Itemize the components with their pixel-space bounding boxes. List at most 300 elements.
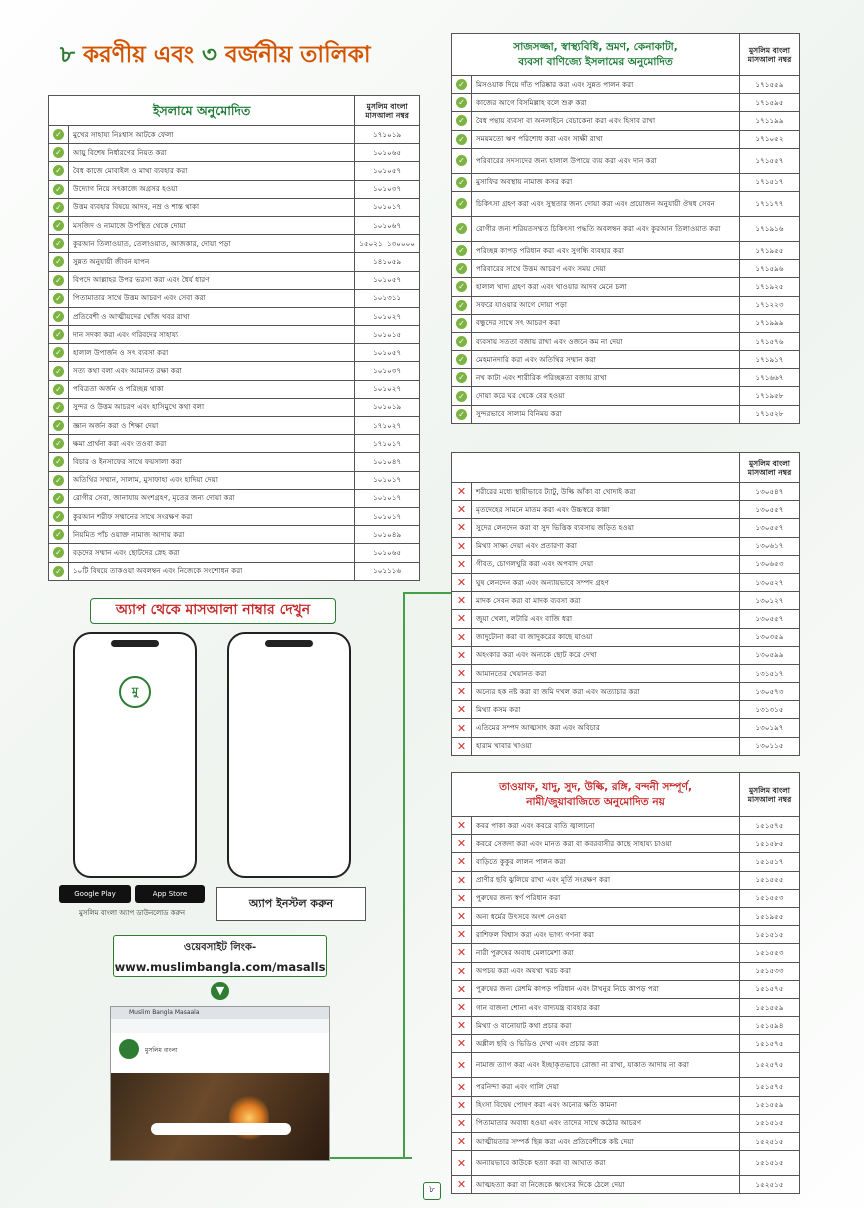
row-masala-number: ১৭১৯৫৮ bbox=[740, 387, 800, 405]
table-row bbox=[452, 871, 800, 889]
table-row bbox=[452, 683, 800, 701]
row-text: বন্ধুদের সাথে সৎ আচরণ করা bbox=[472, 314, 740, 332]
row-masala-number: ১০১০৬৫ bbox=[355, 144, 420, 162]
row-masala-number: ১০১০১৭ bbox=[355, 507, 420, 525]
table-row bbox=[452, 664, 800, 682]
cross-icon: ✕ bbox=[456, 910, 467, 924]
connector-line bbox=[403, 592, 451, 594]
row-text: নিয়মিত পাঁচ ওয়াক্ত নামাজ আদায় করা bbox=[69, 526, 355, 544]
row-masala-number: ১৫১৫৭৫ bbox=[740, 817, 800, 835]
row-masala-number: ১০১০২৭ bbox=[355, 380, 420, 398]
row-text: আমানতের খেয়ানত করা bbox=[472, 664, 740, 682]
browser-screenshot bbox=[110, 1006, 330, 1161]
row-text: সুন্নত অনুযায়ী জীবন যাপন bbox=[69, 253, 355, 271]
check-icon: ✓ bbox=[53, 238, 64, 249]
row-text: ১০টি বিষয়ে তাকওয়া অবলম্বন এবং নিজেকে সংশোধন করা bbox=[69, 562, 355, 580]
row-text: সুদের লেনদেন করা বা সুদ ভিত্তিক ব্যবসায় জড়িত হওয়া bbox=[472, 519, 740, 537]
row-masala-number: ১৭১০৫২ bbox=[740, 130, 800, 148]
check-icon: ✓ bbox=[456, 245, 467, 256]
row-masala-number: ১০১০২৭ bbox=[355, 307, 420, 325]
row-masala-number: ১৩০৫৫৭ bbox=[740, 519, 800, 537]
row-masala-number: ১৫১৫১৭ bbox=[740, 853, 800, 871]
row-text: অতিথির সম্মান, সালাম, মুসাফাহা এবং হাদিয়া দেয়া bbox=[69, 471, 355, 489]
cross-icon: ✕ bbox=[456, 666, 467, 680]
row-text: সুন্দরভাবে সালাম বিনিময় করা bbox=[472, 405, 740, 423]
row-text: মুখের সাহায্য নিঃশ্বাস আটকে ফেলা bbox=[69, 126, 355, 144]
row-text: মসজিদ ও নামাজে উপস্থিত থেকে দোয়া bbox=[69, 216, 355, 234]
row-text: মিথ্যা ও বানোয়াট কথা প্রচার করা bbox=[472, 1017, 740, 1035]
table-row bbox=[452, 980, 800, 998]
row-masala-number: ১৩০৫৫৭ bbox=[740, 501, 800, 519]
cross-icon: ✕ bbox=[456, 521, 467, 535]
table-row bbox=[452, 483, 800, 501]
arrow-down-icon: ▼ bbox=[211, 982, 229, 1000]
table-row bbox=[49, 289, 420, 307]
row-masala-number: ১৫১৫৭৫ bbox=[740, 1035, 800, 1053]
check-icon: ✓ bbox=[456, 134, 467, 145]
cross-icon: ✕ bbox=[456, 594, 467, 608]
row-text: জাদুটোনা করা বা জাদুকরের কাছে যাওয়া bbox=[472, 628, 740, 646]
row-masala-number: ১৫১৫৭৫ bbox=[740, 980, 800, 998]
table-row bbox=[49, 526, 420, 544]
check-icon: ✓ bbox=[53, 529, 64, 540]
table-row bbox=[452, 94, 800, 112]
row-masala-number: ১০১০১৭ bbox=[355, 471, 420, 489]
table-row bbox=[49, 326, 420, 344]
check-icon: ✓ bbox=[53, 384, 64, 395]
website-label: ওয়েবসাইট লিংক- bbox=[183, 942, 257, 953]
row-text: এতিমের সম্পদ আত্মসাৎ করা এবং অবিচার bbox=[472, 719, 740, 737]
cross-icon: ✕ bbox=[456, 891, 467, 905]
table-row bbox=[452, 628, 800, 646]
cross-icon: ✕ bbox=[456, 964, 467, 978]
check-icon: ✓ bbox=[53, 547, 64, 558]
table-row bbox=[452, 112, 800, 130]
table-row bbox=[452, 944, 800, 962]
cross-icon: ✕ bbox=[456, 576, 467, 590]
row-masala-number: ১০১০১৭ bbox=[355, 489, 420, 507]
cross-icon: ✕ bbox=[456, 1156, 467, 1170]
cross-icon: ✕ bbox=[456, 837, 467, 851]
table-row bbox=[452, 1133, 800, 1151]
check-icon: ✓ bbox=[53, 366, 64, 377]
table-row bbox=[49, 362, 420, 380]
google-play-button[interactable]: Google Play bbox=[59, 885, 131, 903]
table-row bbox=[49, 307, 420, 325]
row-text: রোগীর জন্য শরিয়তসম্মত চিকিৎসা পদ্ধতি অবলম্বন করা এবং কুরআন তিলাওয়াত করা bbox=[472, 216, 740, 241]
row-text: হিংসা বিদ্বেষ পোষণ করা এবং অন্যের ক্ষতি কামনা bbox=[472, 1096, 740, 1114]
check-icon: ✓ bbox=[53, 420, 64, 431]
check-icon: ✓ bbox=[53, 293, 64, 304]
cross-icon: ✕ bbox=[456, 928, 467, 942]
check-icon: ✓ bbox=[53, 129, 64, 140]
table-row bbox=[49, 180, 420, 198]
row-masala-number: ১৭১৯১৬ bbox=[740, 216, 800, 241]
table-row bbox=[452, 853, 800, 871]
row-text: মেহমানদারি করা এবং অতিথির সম্মান করা bbox=[472, 351, 740, 369]
table-row bbox=[49, 562, 420, 580]
site-logo-icon bbox=[119, 1039, 139, 1059]
row-masala-number: ১৭১০১৯ bbox=[355, 126, 420, 144]
row-masala-number: ১৩০১২৭ bbox=[740, 592, 800, 610]
table-row bbox=[49, 144, 420, 162]
connector-line bbox=[330, 1157, 412, 1159]
table-row bbox=[452, 369, 800, 387]
allowed-table-header: ইসলামে অনুমোদিত bbox=[49, 96, 355, 126]
row-masala-number: ১৪১০৫৯ bbox=[355, 253, 420, 271]
row-masala-number: ১৫১৫১৫ bbox=[740, 1114, 800, 1132]
row-masala-number: ১৫১৫১৫ bbox=[740, 1151, 800, 1176]
cross-icon: ✕ bbox=[456, 503, 467, 517]
row-text: পুরুষের জন্য স্বর্ণ পরিধান করা bbox=[472, 889, 740, 907]
table-row bbox=[452, 1017, 800, 1035]
table-row bbox=[452, 926, 800, 944]
check-icon: ✓ bbox=[53, 475, 64, 486]
table-row bbox=[452, 835, 800, 853]
table-row bbox=[49, 507, 420, 525]
row-text: অপচয় করা এবং অযথা খরচ করা bbox=[472, 962, 740, 980]
cross-icon: ✕ bbox=[456, 819, 467, 833]
table-row bbox=[452, 191, 800, 216]
cross-icon: ✕ bbox=[456, 630, 467, 644]
row-text: রাশিফল বিশ্বাস করা এবং ভাগ্য গণনা করা bbox=[472, 926, 740, 944]
row-masala-number: ১৭১৬৬৭ bbox=[740, 369, 800, 387]
row-text: বৈধ কাজে মোবাইল ও মাথা ব্যবহার করা bbox=[69, 162, 355, 180]
table-row bbox=[452, 173, 800, 191]
table-row bbox=[452, 216, 800, 241]
row-text: সফরে যাওয়ার আগে দোয়া পড়া bbox=[472, 296, 740, 314]
row-masala-number: ১৩০৩৫৯ bbox=[740, 628, 800, 646]
forbidden-num-header: মুসলিম বাংলা মাসআলা নম্বর bbox=[740, 453, 800, 483]
row-masala-number: ১৩০৫৫৭ bbox=[740, 610, 800, 628]
table-row bbox=[452, 241, 800, 259]
table-row bbox=[452, 405, 800, 423]
check-icon: ✓ bbox=[456, 336, 467, 347]
browser-hero-image bbox=[111, 1073, 330, 1161]
row-masala-number: ১৩০১৯৭ bbox=[740, 719, 800, 737]
table-row bbox=[452, 962, 800, 980]
check-icon: ✓ bbox=[456, 223, 467, 234]
row-masala-number: ১৭১২২৩ bbox=[740, 296, 800, 314]
check-icon: ✓ bbox=[456, 155, 467, 166]
cross-icon: ✕ bbox=[456, 1019, 467, 1033]
row-masala-number: ১৫১৫৮৫ bbox=[740, 835, 800, 853]
row-masala-number: ১৩১৩১৫ bbox=[740, 701, 800, 719]
cross-icon: ✕ bbox=[456, 1037, 467, 1051]
row-text: পরিবারের সদস্যদের জন্য হালাল উপায়ে ব্যয় করা এবং দান করা bbox=[472, 148, 740, 173]
check-icon: ✓ bbox=[53, 511, 64, 522]
check-icon: ✓ bbox=[456, 372, 467, 383]
row-text: শরীরের মধ্যে স্থায়ীভাবে ট্যাটু, উল্কি আঁকা বা খোদাই করা bbox=[472, 483, 740, 501]
table-row bbox=[452, 1096, 800, 1114]
table-row bbox=[452, 1151, 800, 1176]
row-text: নারী পুরুষের অবাধ মেলামেশা করা bbox=[472, 944, 740, 962]
cross-icon: ✕ bbox=[456, 1098, 467, 1112]
row-text: জুয়া খেলা, লটারি এবং বাজি ধরা bbox=[472, 610, 740, 628]
row-masala-number: ১৫১৫৫৩ bbox=[740, 944, 800, 962]
row-text: বিপদে আল্লাহর উপর ভরসা করা এবং ধৈর্য ধারণ bbox=[69, 271, 355, 289]
cross-icon: ✕ bbox=[456, 946, 467, 960]
table-row bbox=[452, 737, 800, 755]
table-row bbox=[49, 216, 420, 234]
row-masala-number: ১৫১৫৫৯ bbox=[740, 1096, 800, 1114]
forbidden-table-header-blank bbox=[452, 453, 740, 483]
row-text: কুরআন তিলাওয়াত, তেলাওয়াত, আজকার, দোয়া পড়া bbox=[69, 235, 355, 253]
row-text: পবিত্রতা অর্জন ও পরিচ্ছন্ন থাকা bbox=[69, 380, 355, 398]
table-row bbox=[452, 1053, 800, 1078]
row-text: কুরআন শরীফ সম্মানের সাথে সংরক্ষণ করা bbox=[69, 507, 355, 525]
cross-icon: ✕ bbox=[456, 855, 467, 869]
cross-icon: ✕ bbox=[456, 1000, 467, 1014]
table-row bbox=[49, 271, 420, 289]
table-row bbox=[452, 332, 800, 350]
row-masala-number: ১০১০৬৭ bbox=[355, 216, 420, 234]
row-text: গান বাজনা শোনা এবং বাদ্যযন্ত্র ব্যবহার করা bbox=[472, 998, 740, 1016]
cross-icon: ✕ bbox=[456, 739, 467, 753]
page-title: ৮ করণীয় এবং ৩ বর্জনীয় তালিকা bbox=[60, 42, 371, 68]
app-store-button[interactable]: App Store bbox=[135, 885, 205, 903]
row-masala-number: ১৫১৫৩৩ bbox=[740, 962, 800, 980]
check-icon: ✓ bbox=[456, 300, 467, 311]
table-row bbox=[452, 646, 800, 664]
row-text: অন্যায়ভাবে কাউকে হত্যা করা বা আঘাত করা bbox=[472, 1151, 740, 1176]
check-icon: ✓ bbox=[53, 311, 64, 322]
row-masala-number: ১৫১৫৭৫ bbox=[740, 1078, 800, 1096]
row-masala-number: ১৩০৫৭৩ bbox=[740, 683, 800, 701]
row-masala-number: ১৩১৫১৭ bbox=[740, 664, 800, 682]
row-text: পিতামাতার সাথে উত্তম আচরণ এবং সেবা করা bbox=[69, 289, 355, 307]
row-masala-number: ১৩০৬১৭ bbox=[740, 537, 800, 555]
browser-tab: Muslim Bangla Masaala bbox=[111, 1007, 329, 1019]
check-icon: ✓ bbox=[53, 566, 64, 577]
row-masala-number: ১৫০২১ ১৩০০০০ bbox=[355, 235, 420, 253]
row-masala-number: ১০১১১৬ bbox=[355, 562, 420, 580]
table-row bbox=[49, 253, 420, 271]
store-buttons bbox=[57, 885, 207, 921]
cross-icon: ✕ bbox=[456, 557, 467, 571]
row-masala-number: ১৫২৫১৫ bbox=[740, 1133, 800, 1151]
table-row bbox=[49, 544, 420, 562]
row-masala-number: ১৭১৯১৭ bbox=[740, 351, 800, 369]
cross-icon: ✕ bbox=[456, 703, 467, 717]
row-masala-number: ১০১০৪৭ bbox=[355, 453, 420, 471]
phone-mockup-left bbox=[73, 632, 197, 878]
table-row bbox=[49, 380, 420, 398]
cross-icon: ✕ bbox=[456, 1080, 467, 1094]
row-masala-number: ১৭১৫২৮ bbox=[740, 405, 800, 423]
row-text: বাড়িতে কুকুর লালন পালন করা bbox=[472, 853, 740, 871]
row-masala-number: ১৫১৫৫৯ bbox=[740, 998, 800, 1016]
table-row bbox=[452, 519, 800, 537]
row-text: ঘুষ লেনদেন করা এবং অন্যায়ভাবে সম্পদ গ্রহণ bbox=[472, 573, 740, 591]
row-masala-number: ১০১০১৯ bbox=[355, 398, 420, 416]
app-section-heading: অ্যাপ থেকে মাসআলা নাম্বার দেখুন bbox=[90, 598, 336, 624]
check-icon: ✓ bbox=[456, 198, 467, 209]
not-permitted-table-header: তাওয়াফ, যাদু, সুদ, উল্কি, রঙ্গি, বন্দনী সম্পূর্ণ, নামী/জুয়াবাজিতে অনুমোদিত নয় bbox=[452, 773, 740, 817]
row-masala-number: ১০১০১৭ bbox=[355, 198, 420, 216]
cross-icon: ✕ bbox=[456, 685, 467, 699]
browser-site-header bbox=[111, 1033, 329, 1063]
row-text: আয়ু বিশেষ নির্ধারণের নিয়ত করা bbox=[69, 144, 355, 162]
row-text: মিথ্যা সাক্ষ্য দেয়া এবং প্রতারণা করা bbox=[472, 537, 740, 555]
cross-icon: ✕ bbox=[456, 1178, 467, 1192]
row-text: কবরে সেজদা করা এবং মানত করা বা কবরবাসীর কাছে সাহায্য চাওয়া bbox=[472, 835, 740, 853]
table-row bbox=[452, 537, 800, 555]
site-name: মুসলিম বাংলা bbox=[145, 1047, 178, 1054]
row-masala-number: ১৭১৯৫৫ bbox=[740, 241, 800, 259]
check-icon: ✓ bbox=[53, 438, 64, 449]
table-row bbox=[452, 76, 800, 94]
table-row bbox=[49, 126, 420, 144]
row-text: মৃতদেহের সামনে মাতম করা এবং উচ্চস্বরে কান্না bbox=[472, 501, 740, 519]
row-text: হারাম খাবার খাওয়া bbox=[472, 737, 740, 755]
row-text: ক্ষমা প্রার্থনা করা এবং তওবা করা bbox=[69, 435, 355, 453]
check-icon: ✓ bbox=[53, 220, 64, 231]
browser-address-bar bbox=[111, 1019, 329, 1033]
permitted-table-header: সাজসজ্জা, স্বাস্থ্যবিধি, ভ্রমণ, কেনাকাটা, ব্যবসা বাণিজ্যে ইসলামের অনুমোদিত bbox=[452, 34, 740, 76]
row-text: দান সদকা করা এবং গরিবদের সাহায্য bbox=[69, 326, 355, 344]
row-text: অন্য ধর্মের উৎসবে অংশ নেওয়া bbox=[472, 907, 740, 925]
website-link[interactable]: www.muslimbangla.com/masalls bbox=[114, 960, 326, 974]
row-text: রোগীর সেবা, জানাযায় অংশগ্রহণ, মৃতের জন্য দোয়া করা bbox=[69, 489, 355, 507]
row-text: অশ্লীল ছবি ও ভিডিও দেখা এবং প্রচার করা bbox=[472, 1035, 740, 1053]
row-masala-number: ১৩০৫৪৭ bbox=[740, 483, 800, 501]
check-icon: ✓ bbox=[456, 79, 467, 90]
row-text: মাদক সেবন করা বা মাদক ব্যবসা করা bbox=[472, 592, 740, 610]
row-masala-number: ১৭১১৭৭ bbox=[740, 191, 800, 216]
row-text: পরিচ্ছন্ন কাপড় পরিধান করা এবং সুগন্ধি ব্যবহার করা bbox=[472, 241, 740, 259]
check-icon: ✓ bbox=[456, 409, 467, 420]
row-text: কাজের আগে বিসমিল্লাহ বলে শুরু করা bbox=[472, 94, 740, 112]
app-logo-icon: মু bbox=[119, 676, 151, 708]
row-text: গীবত, চোগলখুরি করা এবং অপবাদ দেয়া bbox=[472, 555, 740, 573]
row-masala-number: ১০১৩১১ bbox=[355, 289, 420, 307]
cross-icon: ✕ bbox=[456, 873, 467, 887]
row-text: পুরুষের জন্য রেশমি কাপড় পরিধান এবং টাখনুর নিচে কাপড় পরা bbox=[472, 980, 740, 998]
row-masala-number: ১৩০৫২৭ bbox=[740, 573, 800, 591]
row-text: জ্ঞান অর্জন করা ও শিক্ষা দেয়া bbox=[69, 417, 355, 435]
table-row bbox=[452, 260, 800, 278]
check-icon: ✓ bbox=[53, 184, 64, 195]
check-icon: ✓ bbox=[456, 354, 467, 365]
cross-icon: ✕ bbox=[456, 612, 467, 626]
table-row bbox=[49, 235, 420, 253]
allowed-table bbox=[48, 95, 420, 581]
check-icon: ✓ bbox=[53, 165, 64, 176]
row-masala-number: ১০১০৪৯ bbox=[355, 526, 420, 544]
row-masala-number: ১৭১০১৭ bbox=[355, 435, 420, 453]
table-row bbox=[452, 817, 800, 835]
row-masala-number: ১৫১৫১৫ bbox=[740, 926, 800, 944]
row-masala-number: ১৩০৫৯৯ bbox=[740, 646, 800, 664]
row-text: আত্মীয়তার সম্পর্ক ছিন্ন করা এবং প্রতিবেশীকে কষ্ট দেয়া bbox=[472, 1133, 740, 1151]
table-row bbox=[49, 453, 420, 471]
table-row bbox=[49, 489, 420, 507]
row-masala-number: ১০১০১৫ bbox=[355, 326, 420, 344]
row-masala-number: ১৭১৯২৫ bbox=[740, 278, 800, 296]
table-row bbox=[452, 1114, 800, 1132]
check-icon: ✓ bbox=[53, 147, 64, 158]
forbidden-table bbox=[451, 452, 800, 756]
check-icon: ✓ bbox=[456, 318, 467, 329]
table-row bbox=[452, 278, 800, 296]
install-app-button[interactable]: অ্যাপ ইনস্টল করুন bbox=[216, 887, 366, 921]
phone-notch bbox=[265, 640, 313, 647]
row-masala-number: ১৫২৫৭৫ bbox=[740, 1053, 800, 1078]
cross-icon: ✕ bbox=[456, 721, 467, 735]
row-masala-number: ১৫১৫৫৫ bbox=[740, 871, 800, 889]
row-text: নখ কাটা এবং শারীরিক পরিচ্ছন্নতা বজায় রাখা bbox=[472, 369, 740, 387]
row-text: বিচার ও ইনসাফের সাথে ফয়সালা করা bbox=[69, 453, 355, 471]
row-masala-number: ১৭১৫১৭ bbox=[740, 173, 800, 191]
row-text: হালাল উপার্জন ও সৎ ব্যবসা করা bbox=[69, 344, 355, 362]
row-masala-number: ১৭১৫৫৯ bbox=[740, 76, 800, 94]
row-text: বড়দের সম্মান এবং ছোটদের স্নেহ করা bbox=[69, 544, 355, 562]
check-icon: ✓ bbox=[53, 202, 64, 213]
check-icon: ✓ bbox=[53, 493, 64, 504]
row-masala-number: ১৫১৫৫৩ bbox=[740, 889, 800, 907]
row-text: পরনিন্দা করা এবং গালি দেয়া bbox=[472, 1078, 740, 1096]
row-masala-number: ১৭১৫৭৬ bbox=[740, 332, 800, 350]
row-text: আত্মহত্যা করা বা নিজেকে ধ্বংসের দিকে ঠেলে দেয়া bbox=[472, 1176, 740, 1194]
row-masala-number: ১৭১০২৭ bbox=[355, 417, 420, 435]
table-row bbox=[452, 998, 800, 1016]
cross-icon: ✕ bbox=[456, 648, 467, 662]
row-text: প্রাণীর ছবি ঝুলিয়ে রাখা এবং মূর্তি সংরক্ষণ করা bbox=[472, 871, 740, 889]
table-row bbox=[49, 198, 420, 216]
cross-icon: ✕ bbox=[456, 1058, 467, 1072]
row-text: মুসাফির অবস্থায় নামাজ কসর করা bbox=[472, 173, 740, 191]
table-row bbox=[452, 1035, 800, 1053]
row-masala-number: ১০১০৩৭ bbox=[355, 362, 420, 380]
check-icon: ✓ bbox=[456, 115, 467, 126]
cross-icon: ✕ bbox=[456, 1135, 467, 1149]
row-masala-number: ১৩০১১৫ bbox=[740, 737, 800, 755]
cross-icon: ✕ bbox=[456, 1116, 467, 1130]
table-row bbox=[49, 162, 420, 180]
cross-icon: ✕ bbox=[456, 539, 467, 553]
row-masala-number: ১৭১১৯৯ bbox=[740, 112, 800, 130]
row-text: মিসওয়াক দিয়ে দাঁত পরিষ্কার করা এবং সুন্নত পালন করা bbox=[472, 76, 740, 94]
table-row bbox=[452, 130, 800, 148]
cross-icon: ✕ bbox=[456, 982, 467, 996]
check-icon: ✓ bbox=[53, 275, 64, 286]
row-masala-number: ১৭১৫৯৬ bbox=[740, 260, 800, 278]
table-row bbox=[452, 701, 800, 719]
row-text: পিতামাতার অবাধ্য হওয়া এবং তাদের সাথে কঠোর আচরণ bbox=[472, 1114, 740, 1132]
check-icon: ✓ bbox=[456, 263, 467, 274]
table-row bbox=[49, 398, 420, 416]
check-icon: ✓ bbox=[456, 391, 467, 402]
row-masala-number: ১৩০৬৫৩ bbox=[740, 555, 800, 573]
row-text: দোয়া করে ঘর থেকে বের হওয়া bbox=[472, 387, 740, 405]
page-number: ৮ bbox=[423, 1182, 441, 1200]
check-icon: ✓ bbox=[53, 456, 64, 467]
row-text: উদ্যোগ নিয়ে সৎকাজে অগ্রসর হওয়া bbox=[69, 180, 355, 198]
cross-icon: ✕ bbox=[456, 485, 467, 499]
row-text: হালাল খাদ্য গ্রহণ করা এবং খাওয়ার আদব মেনে চলা bbox=[472, 278, 740, 296]
table-row bbox=[49, 471, 420, 489]
row-masala-number: ১৭১৫৯৫ bbox=[740, 94, 800, 112]
permitted-num-header: মুসলিম বাংলা মাসআলা নম্বর bbox=[740, 34, 800, 76]
check-icon: ✓ bbox=[456, 281, 467, 292]
row-text: পরিবারের সাথে উত্তম আচরণ এবং সময় দেয়া bbox=[472, 260, 740, 278]
table-row bbox=[452, 719, 800, 737]
not-permitted-num-header: মুসলিম বাংলা মাসআলা নম্বর bbox=[740, 773, 800, 817]
store-caption: মুসলিম বাংলা অ্যাপ ডাউনলোড করুন bbox=[78, 909, 186, 917]
table-row bbox=[452, 573, 800, 591]
browser-search-bar bbox=[151, 1123, 291, 1135]
